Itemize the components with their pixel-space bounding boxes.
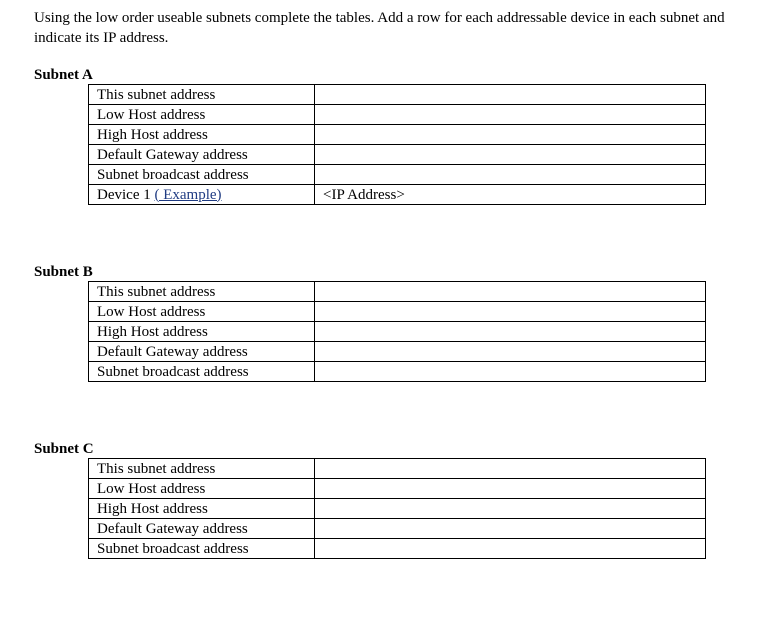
table-row (89, 105, 706, 125)
row-value-cell[interactable] (315, 85, 706, 105)
subnet-c-table (88, 458, 706, 559)
row-value-cell[interactable] (315, 479, 706, 499)
row-value-cell[interactable] (315, 362, 706, 382)
row-label: Default Gateway address (89, 145, 315, 165)
row-label: This subnet address (89, 459, 315, 479)
table-row (89, 539, 706, 559)
table-row (89, 165, 706, 185)
table-row (89, 459, 706, 479)
subnet-b-heading: Subnet B (34, 264, 93, 280)
row-label: High Host address (89, 499, 315, 519)
row-value-cell[interactable] (315, 165, 706, 185)
row-label: Low Host address (89, 302, 315, 322)
row-label: Subnet broadcast address (89, 539, 315, 559)
table-row (89, 145, 706, 165)
device-label: Device 1 (97, 186, 151, 203)
row-value-cell[interactable] (315, 145, 706, 165)
row-value-cell[interactable] (315, 105, 706, 125)
subnet-a-heading: Subnet A (34, 67, 93, 83)
row-label: High Host address (89, 125, 315, 145)
row-label: Default Gateway address (89, 519, 315, 539)
device-row (89, 185, 706, 205)
subnet-b-table (88, 281, 706, 382)
row-label: Default Gateway address (89, 342, 315, 362)
row-label: Low Host address (89, 105, 315, 125)
table-row (89, 362, 706, 382)
instructions-text: Using the low order useable subnets complete the tables. Add a row for each addressable device in each subnet and indicate its IP address. (34, 10, 725, 46)
table-row (89, 125, 706, 145)
row-value-cell[interactable] (315, 125, 706, 145)
table-row (89, 519, 706, 539)
row-label: Low Host address (89, 479, 315, 499)
example-link[interactable]: ( Example) (154, 186, 222, 203)
row-label: This subnet address (89, 282, 315, 302)
subnet-a-table (88, 84, 706, 205)
table-row (89, 282, 706, 302)
row-value-cell[interactable] (315, 322, 706, 342)
table-row (89, 85, 706, 105)
table-row (89, 342, 706, 362)
row-label: High Host address (89, 322, 315, 342)
table-row (89, 479, 706, 499)
table-row (89, 302, 706, 322)
row-value-cell[interactable] (315, 459, 706, 479)
row-value-cell[interactable] (315, 519, 706, 539)
device-ip-value[interactable]: <IP Address> (315, 185, 706, 205)
row-value-cell[interactable] (315, 302, 706, 322)
row-value-cell[interactable] (315, 282, 706, 302)
subnet-c-heading: Subnet C (34, 441, 94, 457)
table-row (89, 499, 706, 519)
row-value-cell[interactable] (315, 499, 706, 519)
row-label: Subnet broadcast address (89, 165, 315, 185)
row-value-cell[interactable] (315, 342, 706, 362)
device-label-cell (89, 185, 315, 205)
row-label: This subnet address (89, 85, 315, 105)
row-label: Subnet broadcast address (89, 362, 315, 382)
table-row (89, 322, 706, 342)
row-value-cell[interactable] (315, 539, 706, 559)
